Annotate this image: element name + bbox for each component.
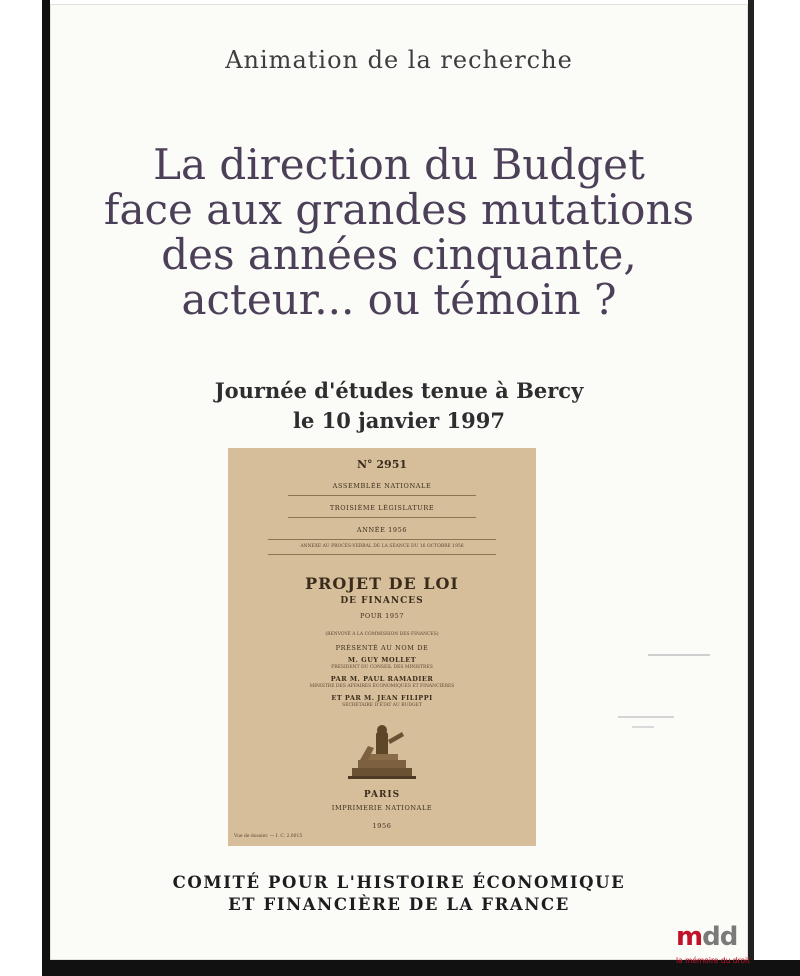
print-year: 1956 (372, 822, 392, 830)
presenter-role: SECRÉTAIRE D'ÉTAT AU BUDGET (342, 703, 422, 708)
document-number: N° 2951 (357, 458, 407, 471)
scan-edge-left (42, 0, 50, 976)
presenter-role: MINISTRE DES AFFAIRES ÉCONOMIQUES ET FINANCIÈRES (309, 684, 455, 689)
mdd-logo (676, 922, 756, 972)
title-line: acteur... ou témoin ? (181, 275, 617, 324)
series-title: Animation de la recherche (225, 46, 573, 74)
printer-emblem-icon (346, 716, 418, 782)
bill-subheading: DE FINANCES (340, 596, 424, 606)
printer-city: PARIS (363, 790, 401, 800)
divider (288, 517, 476, 518)
assembly-label: ASSEMBLÉE NATIONALE (332, 482, 432, 490)
title-line: La direction du Budget (153, 140, 645, 189)
divider (268, 554, 496, 555)
logo-letter: d (702, 922, 720, 952)
committee-line: ET FINANCIÈRE DE LA FRANCE (228, 895, 570, 914)
annex-label: ANNEXE AU PROCÈS-VERBAL DE LA SÉANCE DU 16 OCTOBRE 1956 (300, 544, 464, 549)
presented-label: PRÉSENTÉ AU NOM DE (335, 644, 429, 652)
title-line: face aux grandes mutations (103, 185, 695, 234)
presenter-role: PRÉSIDENT DU CONSEIL DES MINISTRES (331, 665, 433, 670)
presenter-name: PAR M. PAUL RAMADIER (330, 675, 434, 683)
logo-tagline: la mémoire du droit (676, 956, 751, 965)
bill-heading: PROJET DE LOI (305, 574, 459, 593)
subtitle-line: le 10 janvier 1997 (292, 408, 506, 433)
book-subtitle (50, 376, 748, 436)
legislature-label: TROISIÈME LÉGISLATURE (329, 504, 435, 512)
year-label: ANNÉE 1956 (356, 526, 408, 534)
book-title (50, 142, 748, 322)
logo-letters (676, 922, 756, 952)
committee-line: COMITÉ POUR L'HISTOIRE ÉCONOMIQUE (172, 873, 626, 892)
logo-letter: m (676, 922, 703, 952)
printer-name: IMPRIMERIE NATIONALE (331, 804, 433, 812)
plate-footnote: Vue de dossier. — I. C. 2.0015 (234, 834, 303, 839)
publisher-committee (50, 872, 748, 916)
referral-note: (RENVOYÉ À LA COMMISSION DES FINANCES) (325, 632, 439, 637)
scan-edge-right (748, 0, 754, 960)
divider (288, 495, 476, 496)
scan-marks (590, 644, 750, 744)
presenter-name: M. GUY MOLLET (347, 656, 417, 664)
logo-letter: d (719, 922, 738, 952)
presenter-name: ET PAR M. JEAN FILIPPI (331, 694, 433, 702)
document-reproduction (228, 448, 536, 846)
book-cover (50, 4, 748, 960)
subtitle-line: Journée d'études tenue à Bercy (214, 378, 584, 403)
bill-year: POUR 1957 (359, 612, 405, 620)
title-line: des années cinquante, (161, 230, 637, 279)
divider (268, 539, 496, 540)
